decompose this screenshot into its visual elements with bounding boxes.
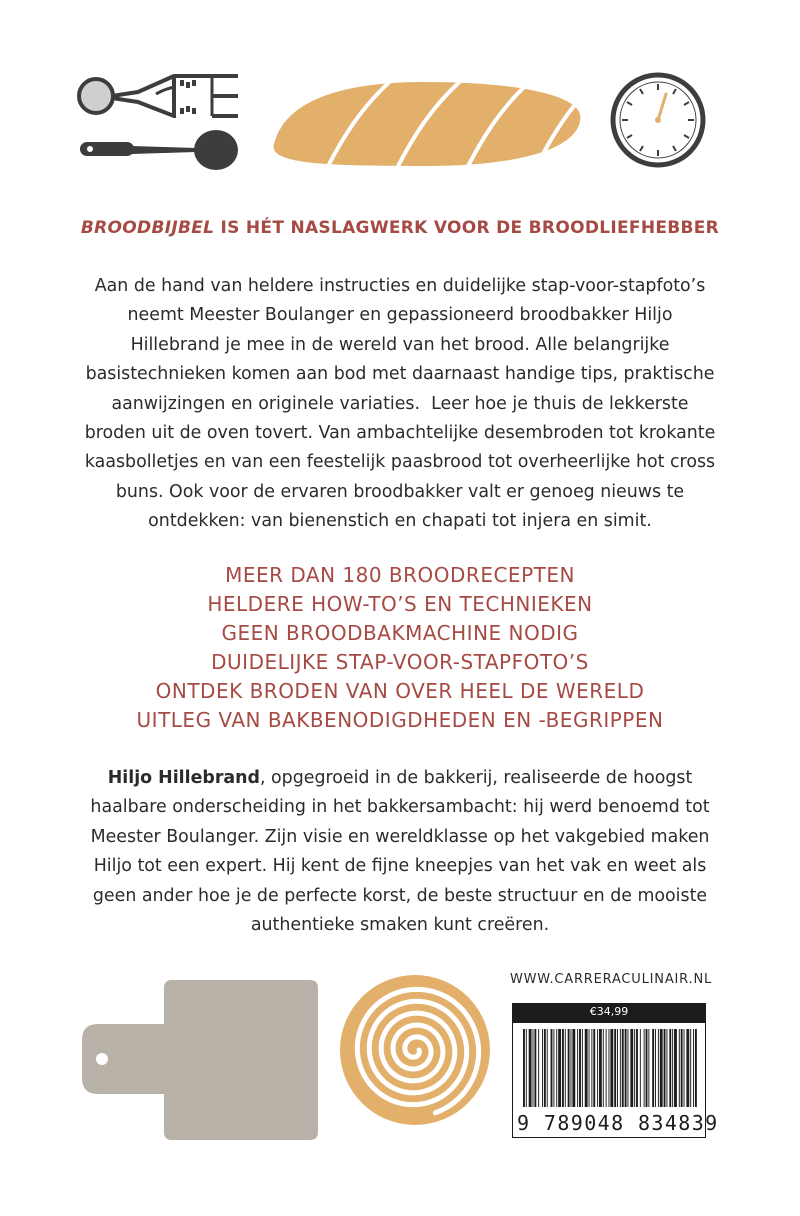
barcode-bar (640, 1029, 641, 1107)
bio-line: haalbare onderscheiding in het bakkersambacht: hij werd benoemd tot (90, 797, 710, 818)
bread-loaf-icon (264, 74, 590, 174)
barcode-bar (679, 1029, 680, 1107)
oven-thermometer-icon (608, 68, 708, 172)
barcode-bar (658, 1029, 659, 1107)
barcode-bar (582, 1029, 583, 1107)
barcode-bar (660, 1029, 663, 1107)
barcode-bar (585, 1029, 588, 1107)
barcode-bar (533, 1029, 534, 1107)
barcode-bar (672, 1029, 673, 1107)
author-name: Hiljo Hillebrand (107, 768, 260, 788)
barcode-bar (565, 1029, 566, 1107)
price-bar (512, 1003, 706, 1022)
barcode-bar (579, 1029, 581, 1107)
author-bio (70, 764, 730, 940)
barcode-bar (568, 1029, 570, 1107)
barcode-bar (610, 1029, 613, 1107)
barcode-bar (628, 1029, 629, 1107)
feature-item: DUIDELIJKE STAP-VOOR-STAPFOTO’S (211, 650, 589, 674)
barcode-bar (609, 1029, 610, 1107)
isbn-number: 9 789048 834839 (517, 1111, 719, 1135)
barcode-bar (681, 1029, 683, 1107)
barcode-bar (529, 1029, 532, 1107)
barcode-bar (547, 1029, 548, 1107)
price-label: €34,99 (589, 1005, 629, 1018)
barcode-bar (625, 1029, 627, 1107)
barcode-bar (634, 1029, 635, 1107)
barcode-bar (617, 1029, 618, 1107)
barcode-bar (646, 1029, 648, 1107)
feature-item: ONTDEK BRODEN VAN OVER HEEL DE WERELD (155, 679, 645, 703)
barcode-bar (674, 1029, 677, 1107)
intro-line: Hillebrand je mee in de wereld van het brood. Alle belangrijke (130, 334, 670, 355)
barcode (512, 1022, 719, 1138)
bio-line: authentieke smaken kunt creëren. (250, 915, 550, 936)
spoon-icon (76, 126, 246, 174)
barcode-bar (684, 1029, 685, 1107)
barcode-bar (603, 1029, 604, 1107)
feature-list (0, 561, 800, 735)
barcode-bar (526, 1029, 527, 1107)
bio-line: Meester Boulanger. Zijn visie en wereldklasse op het vakgebied maken (90, 826, 710, 847)
barcode-bar (630, 1029, 633, 1107)
barcode-bar (622, 1029, 624, 1107)
cutting-board-icon (78, 972, 328, 1148)
headline (0, 218, 800, 238)
barcode-bar (523, 1029, 525, 1107)
barcode-bar (693, 1029, 694, 1107)
barcode-bar (695, 1029, 697, 1107)
barcode-bar (577, 1029, 578, 1107)
intro-line: aanwijzingen en originele variaties. Leer hoe je thuis de lekkerste (111, 393, 689, 414)
intro-line: broden uit de oven tovert. Van ambachtelijke desembroden tot krokante (84, 423, 716, 444)
barcode-bar (666, 1029, 667, 1107)
barcode-bar (542, 1029, 543, 1107)
publisher-url[interactable]: WWW.CARRERACULINAIR.NL (510, 972, 713, 987)
barcode-bar (648, 1029, 649, 1107)
barcode-bar (589, 1029, 590, 1107)
intro-line: kaasbolletjes en van een feestelijk paasbrood tot overheerlijke hot cross (84, 452, 716, 473)
barcode-bar (644, 1029, 645, 1107)
bio-line: geen ander hoe je de perfecte korst, de beste structuur en de mooiste (92, 885, 708, 906)
barcode-bar (599, 1029, 602, 1107)
barcode-bar (620, 1029, 621, 1107)
barcode-bar (606, 1029, 607, 1107)
barcode-bar (655, 1029, 656, 1107)
intro-line: buns. Ook voor de ervaren broodbakker valt er genoeg nieuws te (115, 481, 685, 502)
barcode-bar (669, 1029, 671, 1107)
intro-line: Aan de hand van heldere instructies en duidelijke stap-voor-stapfoto’s (94, 276, 706, 296)
barcode-bar (562, 1029, 564, 1107)
barcode-bar (556, 1029, 557, 1107)
barcode-bar (558, 1029, 561, 1107)
book-title: BROODBIJBEL (80, 218, 215, 238)
barcode-bar (551, 1029, 553, 1107)
bio-line: Hiljo tot een expert. Hij kent de fijne kneepjes van het vak en weet als (93, 856, 707, 877)
barcode-bar (571, 1029, 572, 1107)
barcode-bar (534, 1029, 536, 1107)
feature-item: UITLEG VAN BAKBENODIGDHEDEN EN -BEGRIPPEN (136, 708, 664, 732)
intro-paragraph (70, 272, 730, 537)
barcode-bar (591, 1029, 592, 1107)
headline-rest: IS HÉT NASLAGWERK VOOR DE BROODLIEFHEBBER (214, 218, 720, 238)
feature-item: MEER DAN 180 BROODRECEPTEN (225, 563, 575, 587)
barcode-bar (664, 1029, 666, 1107)
barcode-bar (553, 1029, 554, 1107)
barcode-bar (538, 1029, 539, 1107)
feature-item: HELDERE HOW-TO’S EN TECHNIEKEN (207, 592, 593, 616)
feature-item: GEEN BROODBAKMACHINE NODIG (221, 621, 579, 645)
barcode-bar (636, 1029, 638, 1107)
cinnamon-roll-icon (339, 974, 491, 1126)
barcode-bar (614, 1029, 616, 1107)
barcode-bar (597, 1029, 598, 1107)
barcode-bar (690, 1029, 691, 1107)
barcode-bar (544, 1029, 546, 1107)
barcode-bar (593, 1029, 595, 1107)
intro-line: neemt Meester Boulanger en gepassioneerd broodbakker Hiljo (127, 305, 673, 326)
bio-line: , opgegroeid in de bakkerij, realiseerde de hoogst (259, 768, 693, 788)
barcode-bar (652, 1029, 654, 1107)
intro-line: basistechnieken komen aan bod met daarnaast handige tips, praktische (85, 364, 715, 385)
barcode-bar (686, 1029, 689, 1107)
barcode-bar (572, 1029, 575, 1107)
intro-line: ontdekken: van bienenstich en chapati tot injera en simit. (148, 511, 652, 532)
